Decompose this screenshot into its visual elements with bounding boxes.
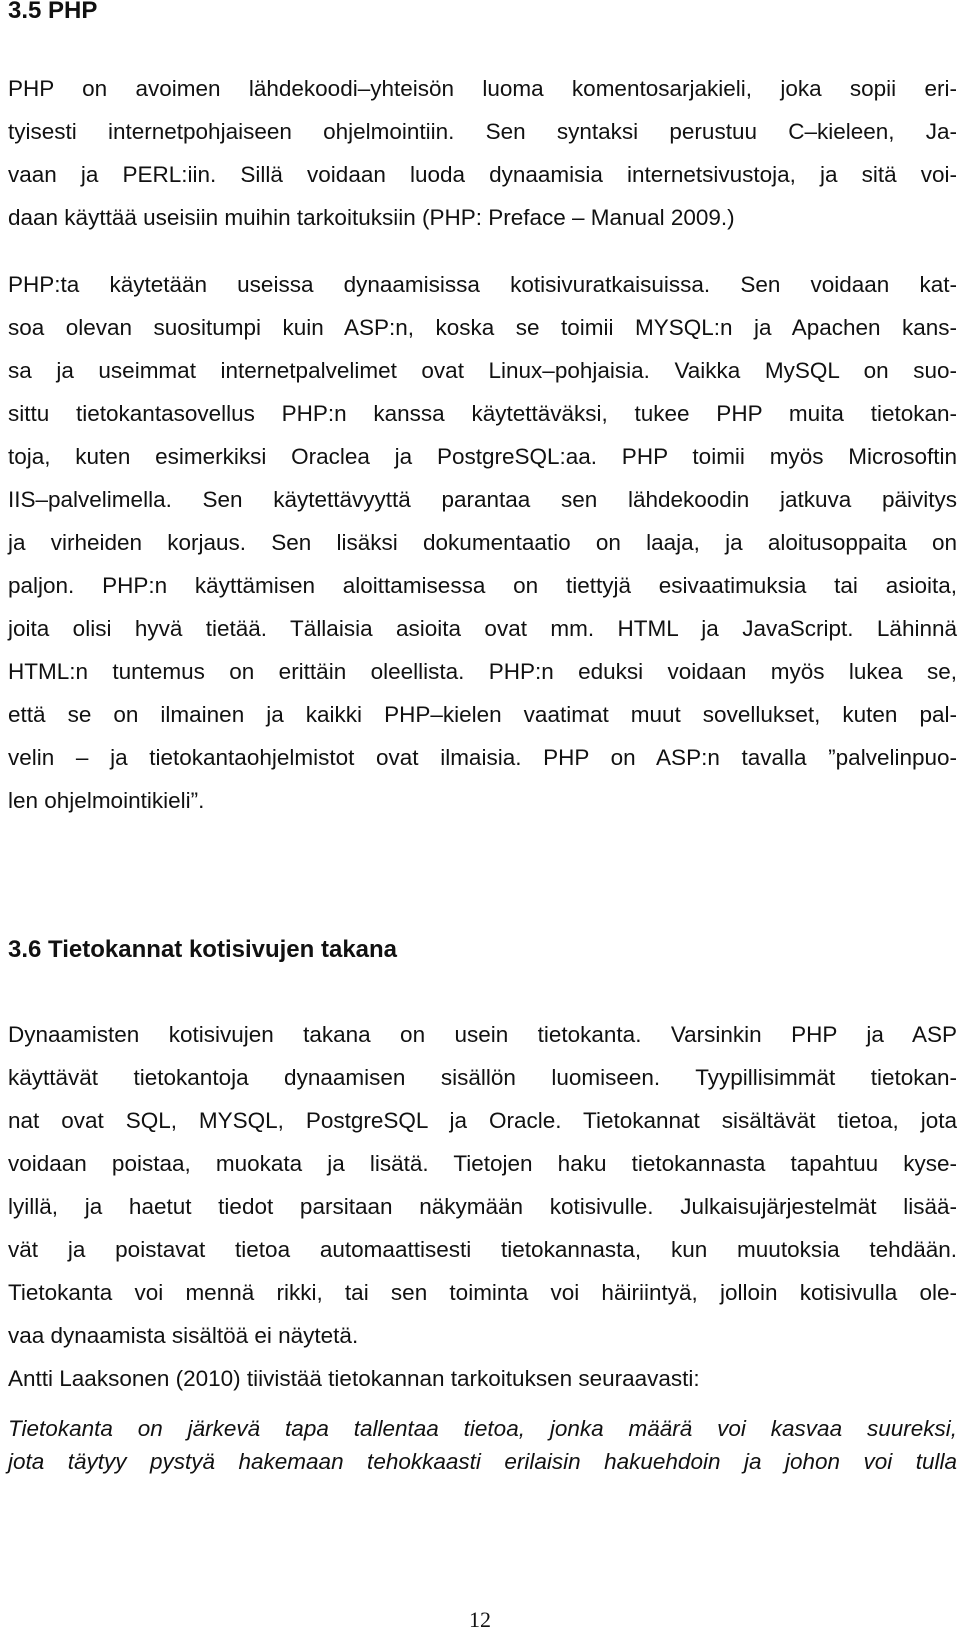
text-line: ja virheiden korjaus. Sen lisäksi dokumentaatio on laaja, ja aloitusoppaita on (8, 530, 957, 555)
text-line: joita olisi hyvä tietää. Tällaisia asioita ovat mm. HTML ja JavaScript. Lähinnä (8, 616, 957, 641)
text-line: että se on ilmainen ja kaikki PHP–kielen vaatimat muut sovellukset, kuten pal- (8, 702, 957, 727)
text-line: soa olevan suositumpi kuin ASP:n, koska se toimii MYSQL:n ja Apachen kans- (8, 315, 957, 340)
quote-intro: Antti Laaksonen (2010) tiivistää tietokannan tarkoituksen seuraavasti: (8, 1366, 700, 1391)
text-line: vät ja poistavat tietoa automaattisesti tietokannasta, kun muutoksia tehdään. (8, 1237, 957, 1262)
text-line: velin – ja tietokantaohjelmistot ovat ilmaisia. PHP on ASP:n tavalla ”palvelinpuo- (8, 745, 957, 770)
text-line: vaan ja PERL:iin. Sillä voidaan luoda dynaamisia internetsivustoja, ja sitä voi- (8, 162, 957, 187)
quote-line: jota täytyy pystyä hakemaan tehokkaasti erilaisin hakuehdoin ja johon voi tulla (8, 1449, 957, 1474)
text-line: Dynaamisten kotisivujen takana on usein tietokanta. Varsinkin PHP ja ASP (8, 1022, 957, 1047)
text-line: PHP:ta käytetään useissa dynaamisissa kotisivuratkaisuissa. Sen voidaan kat- (8, 272, 957, 297)
text-line: IIS–palvelimella. Sen käytettävyyttä parantaa sen lähdekoodin jatkuva päivitys (8, 487, 957, 512)
page-number: 12 (469, 1607, 491, 1632)
quote-line: Tietokanta on järkevä tapa tallentaa tietoa, jonka määrä voi kasvaa suureksi, (8, 1416, 957, 1441)
text-line: HTML:n tuntemus on erittäin oleellista. PHP:n eduksi voidaan myös lukea se, (8, 659, 957, 684)
section-heading-3-6: 3.6 Tietokannat kotisivujen takana (8, 936, 398, 963)
text-line: sittu tietokantasovellus PHP:n kanssa käytettäväksi, tukee PHP muita tietokan- (8, 401, 957, 426)
text-line: toja, kuten esimerkiksi Oraclea ja PostgreSQL:aa. PHP toimii myös Microsoftin (8, 444, 957, 469)
text-line: daan käyttää useisiin muihin tarkoituksiin (PHP: Preface – Manual 2009.) (8, 205, 735, 230)
text-line: käyttävät tietokantoja dynaamisen sisällön luomiseen. Tyypillisimmät tietokan- (8, 1065, 957, 1090)
text-line: voidaan poistaa, muokata ja lisätä. Tietojen haku tietokannasta tapahtuu kyse- (8, 1151, 957, 1176)
text-line: vaa dynaamista sisältöä ei näytetä. (8, 1323, 359, 1348)
text-line: paljon. PHP:n käyttämisen aloittamisessa on tiettyjä esivaatimuksia tai asioita, (8, 573, 957, 598)
section-heading-3-5: 3.5 PHP (8, 0, 98, 24)
text-line: sa ja useimmat internetpalvelimet ovat Linux–pohjaisia. Vaikka MySQL on suo- (8, 358, 957, 383)
text-line: tyisesti internetpohjaiseen ohjelmointiin. Sen syntaksi perustuu C–kieleen, Ja- (8, 119, 957, 144)
text-line: nat ovat SQL, MYSQL, PostgreSQL ja Oracle. Tietokannat sisältävät tietoa, jota (8, 1108, 957, 1133)
text-line: lyillä, ja haetut tiedot parsitaan näkymään kotisivulle. Julkaisujärjestelmät lisää- (8, 1194, 957, 1219)
text-line: Tietokanta voi mennä rikki, tai sen toiminta voi häiriintyä, jolloin kotisivulla ole- (8, 1280, 957, 1305)
text-line: len ohjelmointikieli”. (8, 788, 205, 813)
text-line: PHP on avoimen lähdekoodi–yhteisön luoma komentosarjakieli, joka sopii eri- (8, 76, 957, 101)
